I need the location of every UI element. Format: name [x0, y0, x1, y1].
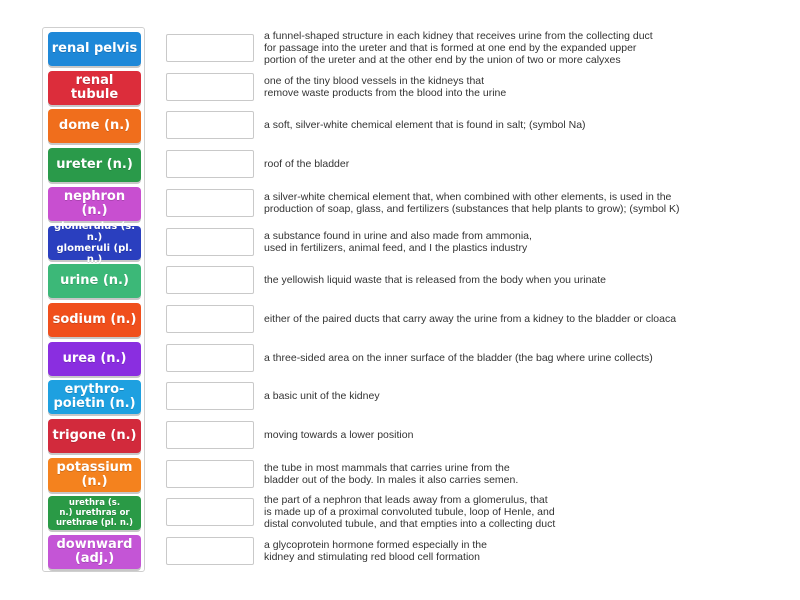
definition-text: a glycoprotein hormone formed especially in the kidney and stimulating red blood cell formation — [264, 539, 487, 564]
drop-box[interactable] — [166, 189, 254, 217]
definition-text: the yellowish liquid waste that is released from the body when you urinate — [264, 274, 607, 287]
definition-text: a substance found in urine and also made from ammonia, used in fertilizers, animal feed, and I the plastics industry — [264, 229, 532, 254]
definition-text: one of the tiny blood vessels in the kidneys that remove waste products from the blood into the urine — [264, 74, 507, 99]
definition-text: a funnel-shaped structure in each kidney that receives urine from the collecting duct for passage into the ureter and that is formed at one end by the expanded upper portion of the ureter and at the other end by the union of two or more calyxes — [264, 30, 653, 66]
definition-text: the part of a nephron that leads away from a glomerulus, that is made up of a proximal convoluted tubule, loop of Henle, and distal convoluted tubule, and that empties into a collecting duct — [264, 494, 556, 531]
term-tile[interactable]: nephron (n.) — [48, 187, 141, 221]
term-tile[interactable]: renal tubule — [48, 71, 141, 105]
drop-box[interactable] — [166, 150, 254, 178]
definition-text: a silver-white chemical element that, when combined with other elements, is used in the production of soap, glass, and fertilizers (substances that help plants to grow); (symbol K) — [264, 190, 680, 215]
term-tile[interactable]: dome (n.) — [48, 109, 141, 143]
term-tile[interactable]: renal pelvis — [48, 32, 141, 66]
drop-box[interactable] — [166, 305, 254, 333]
definition-text: either of the paired ducts that carry away the urine from a kidney to the bladder or cloaca — [264, 312, 677, 325]
term-tile[interactable]: sodium (n.) — [48, 303, 141, 337]
term-tile[interactable]: urea (n.) — [48, 342, 141, 376]
drop-box[interactable] — [166, 421, 254, 449]
drop-box[interactable] — [166, 382, 254, 410]
drop-box[interactable] — [166, 344, 254, 372]
definition-text: moving towards a lower position — [264, 429, 414, 441]
drop-box[interactable] — [166, 266, 254, 294]
term-tile[interactable]: urethra (s. n.) urethras or urethrae (pl. n.) — [48, 496, 141, 530]
term-tile[interactable]: urine (n.) — [48, 264, 141, 298]
term-tile[interactable]: ureter (n.) — [48, 148, 141, 182]
term-tile[interactable]: glomerulus (s. n.) glomeruli (pl. n.) — [48, 226, 141, 260]
tile-bank — [42, 27, 145, 572]
definition-text: a basic unit of the kidney — [264, 390, 380, 403]
definition-text: roof of the bladder — [264, 158, 350, 171]
term-tile[interactable]: erythro- poietin (n.) — [48, 380, 141, 414]
definition-text: a soft, silver-white chemical element that is found in salt; (symbol Na) — [264, 119, 586, 132]
drop-box[interactable] — [166, 228, 254, 256]
definition-text: a three-sided area on the inner surface of the bladder (the bag where urine collects) — [264, 351, 653, 364]
drop-box[interactable] — [166, 34, 254, 62]
drop-box[interactable] — [166, 460, 254, 488]
term-tile[interactable]: downward (adj.) — [48, 535, 141, 569]
term-tile[interactable]: potassium (n.) — [48, 458, 141, 492]
drop-box[interactable] — [166, 111, 254, 139]
drop-box[interactable] — [166, 498, 254, 526]
term-tile[interactable]: trigone (n.) — [48, 419, 141, 453]
drop-box[interactable] — [166, 537, 254, 565]
definition-text: the tube in most mammals that carries urine from the bladder out of the body. In males it also carries semen. — [264, 461, 519, 486]
drop-box[interactable] — [166, 73, 254, 101]
